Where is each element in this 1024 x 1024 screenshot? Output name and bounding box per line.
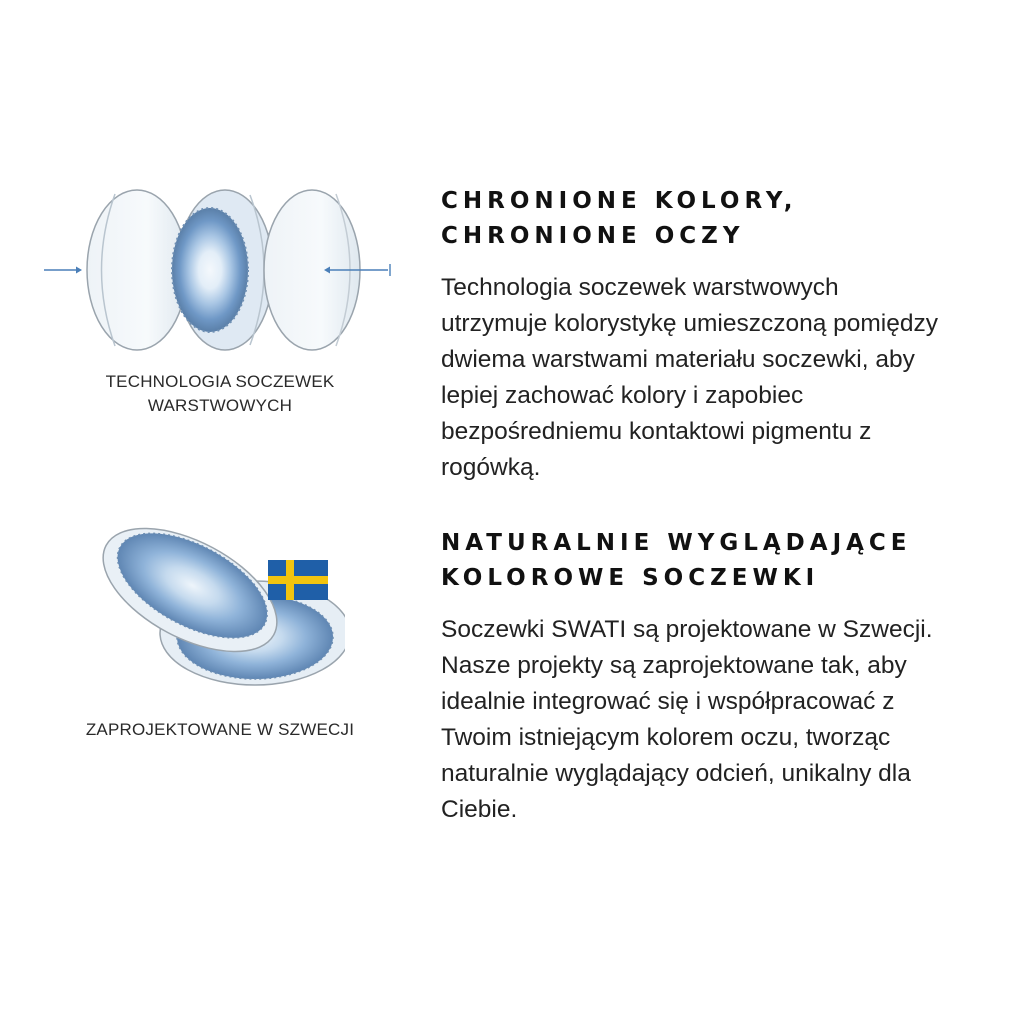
section-heading-natural-look	[441, 526, 1011, 596]
heading-line: CHRONIONE KOLORY,	[441, 188, 798, 214]
heading-line: NATURALNIE WYGLĄDAJĄCE	[441, 530, 912, 556]
body-line: dwiema warstwami materiału soczewki, aby	[441, 346, 915, 373]
caption-layered-technology	[60, 370, 380, 418]
body-line: naturalnie wyglądający odcień, unikalny dla	[441, 760, 911, 787]
caption-line: WARSTWOWYCH	[147, 396, 293, 415]
body-line: rogówką.	[441, 454, 541, 481]
caption-line: ZAPROJEKTOWANE W SZWECJI	[85, 720, 355, 739]
body-line: Ciebie.	[441, 796, 518, 823]
section-heading-protected-colors	[441, 184, 1011, 254]
swedish-flag-icon	[268, 560, 328, 600]
caption-designed-in-sweden	[40, 718, 400, 742]
body-line: Technologia soczewek warstwowych	[441, 274, 839, 301]
body-line: utrzymuje kolorystykę umieszczoną pomiędzy	[441, 310, 938, 337]
body-line: idealnie integrować się i współpracować z	[441, 688, 895, 715]
body-line: bezpośredniemu kontaktowi pigmentu z	[441, 418, 872, 445]
body-line: Nasze projekty są zaprojektowane tak, aby	[441, 652, 907, 679]
body-line: Twoim istniejącym kolorem oczu, tworząc	[441, 724, 891, 751]
heading-line: CHRONIONE OCZY	[441, 223, 745, 249]
body-line: lepiej zachować kolory i zapobiec	[441, 382, 804, 409]
layered-lenses-illustration	[30, 180, 410, 360]
heading-line: KOLOROWE SOCZEWKI	[441, 565, 820, 591]
section-body-protected-colors	[441, 270, 1016, 486]
caption-line: TECHNOLOGIA SOCZEWEK	[105, 372, 335, 391]
section-body-natural-look	[441, 612, 1016, 828]
body-line: Soczewki SWATI są projektowane w Szwecji.	[441, 616, 933, 643]
stacked-lenses-illustration	[95, 515, 345, 690]
layered-lenses-icon	[30, 180, 410, 360]
stacked-lenses-icon	[95, 515, 345, 690]
